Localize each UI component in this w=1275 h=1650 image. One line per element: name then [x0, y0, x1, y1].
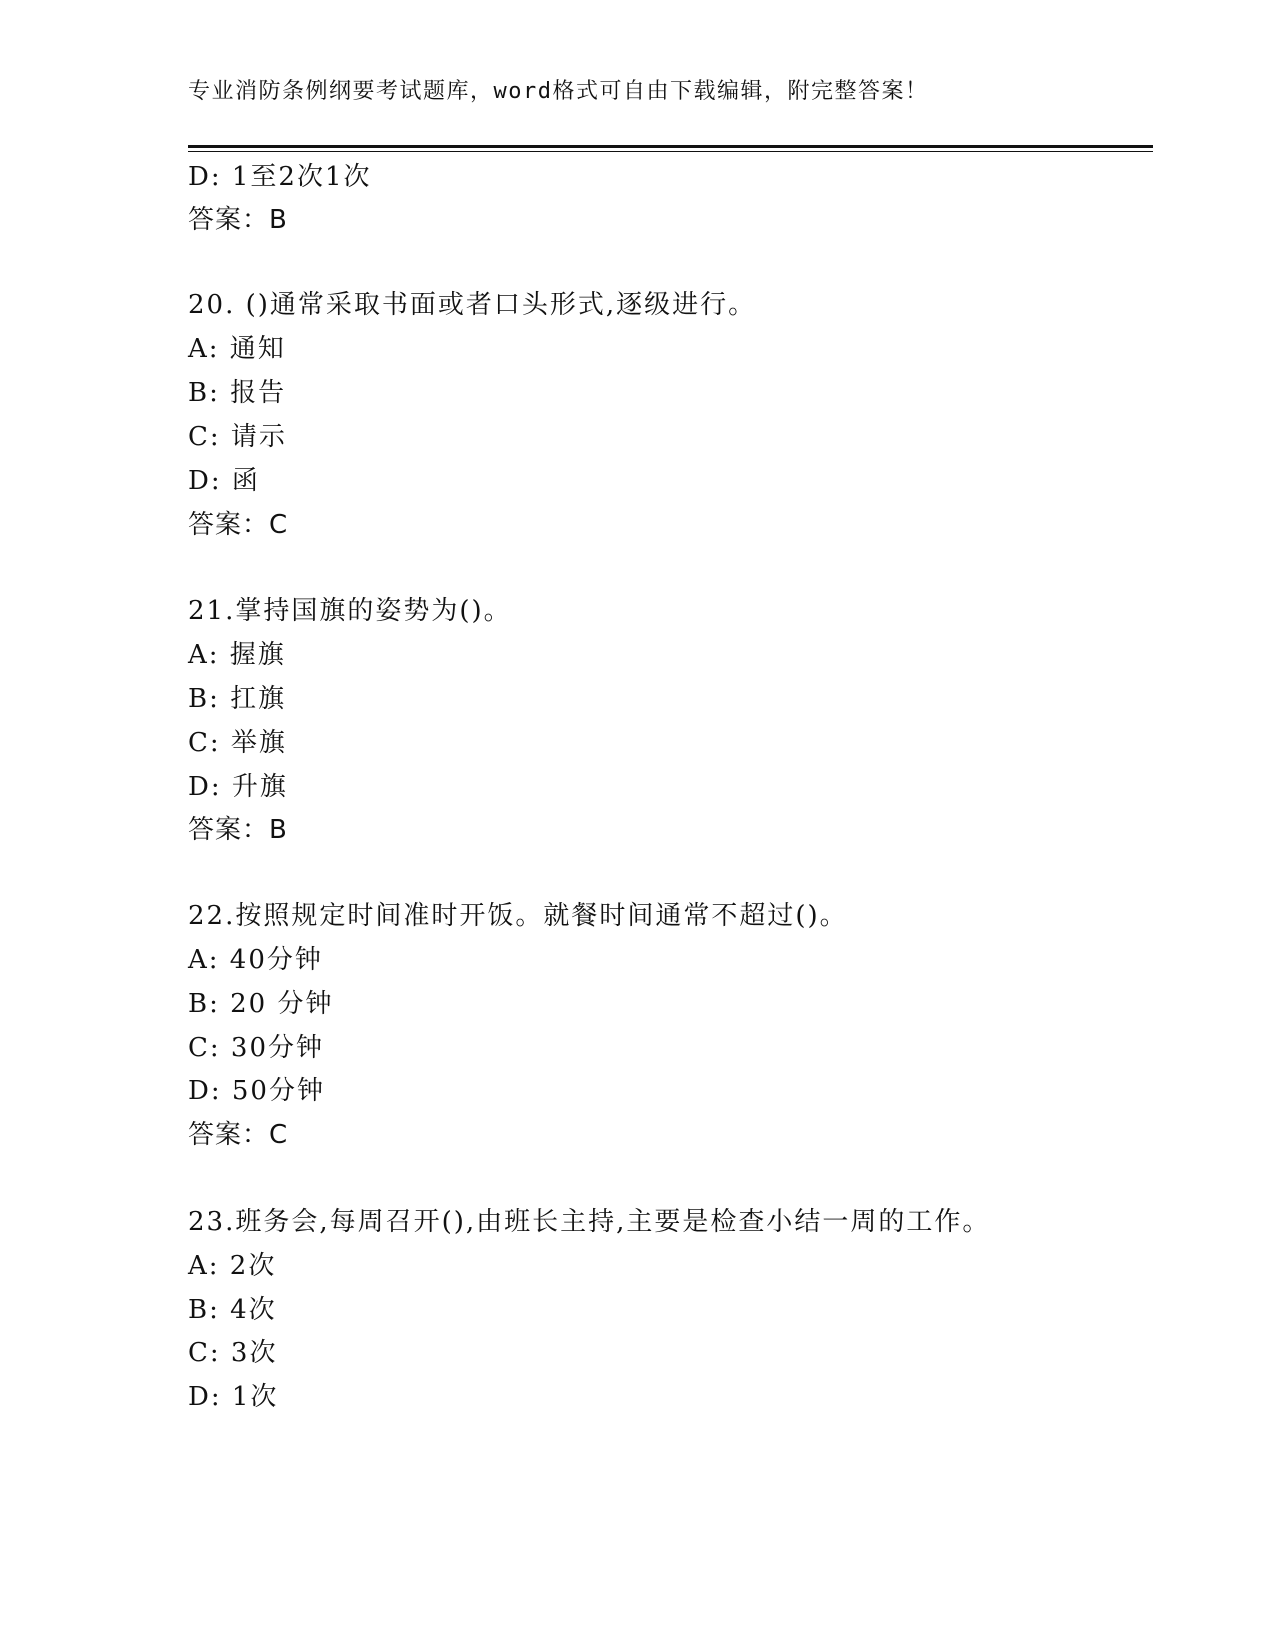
question-21-option-a: A: 握旗 — [188, 640, 286, 670]
question-21-answer: 答案：B — [188, 815, 288, 845]
question-22-option-c: C: 30分钟 — [188, 1033, 325, 1063]
carry-over-option-d: D: 1至2次1次 — [188, 162, 372, 192]
question-22-answer: 答案：C — [188, 1120, 289, 1150]
header-rule-thick — [188, 145, 1153, 148]
question-23-option-a: A: 2次 — [188, 1251, 277, 1281]
question-21-stem: 21.掌持国旗的姿势为()。 — [188, 596, 512, 626]
question-22-option-b: B: 20 分钟 — [188, 989, 334, 1019]
question-20-option-b: B: 报告 — [188, 378, 287, 408]
page-header: 专业消防条例纲要考试题库，word格式可自由下载编辑，附完整答案！ — [188, 79, 929, 104]
carry-over-answer: 答案：B — [188, 205, 288, 235]
question-22-stem: 22.按照规定时间准时开饭。就餐时间通常不超过()。 — [188, 901, 848, 931]
question-20-answer: 答案：C — [188, 510, 289, 540]
question-21-option-b: B: 扛旗 — [188, 684, 287, 714]
question-23-option-c: C: 3次 — [188, 1338, 278, 1368]
question-21-option-c: C: 举旗 — [188, 728, 287, 758]
question-22-option-a: A: 40分钟 — [188, 945, 323, 975]
question-23-option-d: D: 1次 — [188, 1382, 279, 1412]
question-23-stem: 23.班务会,每周召开(),由班长主持,主要是检查小结一周的工作。 — [188, 1207, 991, 1237]
question-20-option-c: C: 请示 — [188, 422, 287, 452]
question-21-option-d: D: 升旗 — [188, 772, 288, 802]
question-20-option-d: D: 函 — [188, 466, 260, 496]
question-20-option-a: A: 通知 — [188, 334, 286, 364]
question-22-option-d: D: 50分钟 — [188, 1076, 325, 1106]
header-rule-thin — [188, 151, 1153, 152]
question-20-stem: 20. ()通常采取书面或者口头形式,逐级进行。 — [188, 290, 757, 320]
question-23-option-b: B: 4次 — [188, 1295, 277, 1325]
